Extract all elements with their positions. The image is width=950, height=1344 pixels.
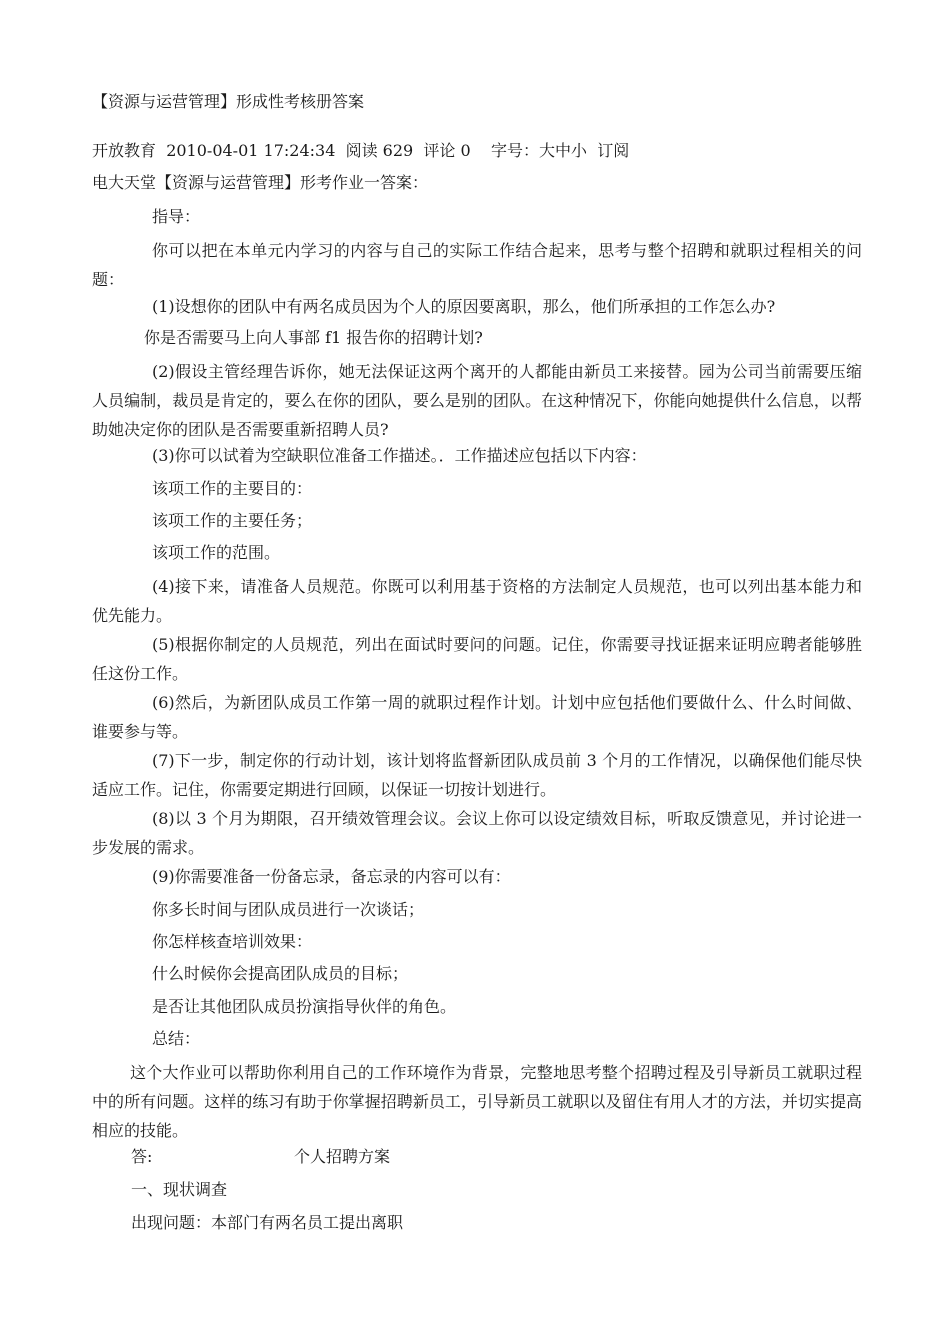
question-3-item: 该项工作的范围。: [152, 543, 281, 562]
question-3-item: 该项工作的主要任务；: [152, 511, 313, 530]
question-2: (2)假设主管经理告诉你，她无法保证这两个离开的人都能由新员工来接替。园为公司当前需要压缩人员编制，裁员是肯定的，要么在你的团队，要么是别的团队。在这种情况下，你能向她提供什么信息，以帮助她决定你的团队是否需要重新招聘人员?: [92, 362, 862, 439]
question-9: (9)你需要准备一份备忘录，备忘录的内容可以有：: [152, 867, 511, 886]
answer-title: 个人招聘方案: [294, 1147, 391, 1166]
section-heading: 一、现状调查: [131, 1180, 228, 1199]
header-line: 电大天堂【资源与运营管理】形考作业一答案：: [92, 173, 429, 192]
summary-paragraph: 这个大作业可以帮助你利用自己的工作环境作为背景，完整地思考整个招聘过程及引导新员工就职过程中的所有问题。这样的练习有助于你掌握招聘新员工，引导新员工就职以及留住有用人才的方法，并切实提高相应的技能。: [92, 1063, 862, 1140]
question-9-item: 什么时候你会提高团队成员的目标；: [152, 964, 409, 983]
question-9-item: 你怎样核查培训效果：: [152, 932, 313, 951]
question-6: (6)然后，为新团队成员工作第一周的就职过程作计划。计划中应包括他们要做什么、什么时间做、谁要参与等。: [92, 693, 862, 741]
meta-subscribe[interactable]: 订阅: [597, 141, 630, 160]
question-9-item: 是否让其他团队成员扮演指导伙伴的角色。: [152, 997, 457, 1016]
answer-label: 答:: [131, 1147, 153, 1166]
meta-comments[interactable]: 评论 0: [423, 141, 471, 160]
question-1: (1)设想你的团队中有两名成员因为个人的原因要离职，那么，他们所承担的工作怎么办?: [152, 297, 776, 316]
post-meta: [92, 140, 629, 162]
meta-fontsize[interactable]: 字号：大中小: [491, 141, 588, 160]
summary-label: 总结：: [152, 1029, 201, 1048]
meta-datetime: 2010-04-01 17:24:34: [166, 141, 336, 160]
question-3-item: 该项工作的主要目的：: [152, 479, 313, 498]
intro-paragraph: 你可以把在本单元内学习的内容与自己的实际工作结合起来，思考与整个招聘和就职过程相关的问题：: [92, 241, 862, 289]
question-9-item: 你多长时间与团队成员进行一次谈话；: [152, 900, 425, 919]
question-8: (8)以 3 个月为期限，召开绩效管理会议。会议上你可以设定绩效目标，听取反馈意见，并讨论进一步发展的需求。: [92, 809, 862, 857]
document-title: 【资源与运营管理】形成性考核册答案: [92, 92, 365, 111]
question-3: (3)你可以试着为空缺职位准备工作描述。．工作描述应包括以下内容：: [152, 446, 647, 465]
problem-line: 出现问题：本部门有两名员工提出离职: [131, 1213, 404, 1232]
meta-reads: 阅读 629: [345, 141, 414, 160]
meta-source[interactable]: 开放教育: [92, 141, 157, 160]
question-5: (5)根据你制定的人员规范，列出在面试时要问的问题。记住，你需要寻找证据来证明应聘者能够胜任这份工作。: [92, 635, 862, 683]
guide-label: 指导：: [152, 207, 201, 226]
question-4: (4)接下来，请准备人员规范。你既可以利用基于资格的方法制定人员规范，也可以列出基本能力和优先能力。: [92, 577, 862, 625]
question-7: (7)下一步，制定你的行动计划，该计划将监督新团队成员前 3 个月的工作情况，以确保他们能尽快适应工作。记住，你需要定期进行回顾，以保证一切按计划进行。: [92, 751, 862, 799]
question-1-followup: 你是否需要马上向人事部 f1 报告你的招聘计划?: [144, 328, 483, 347]
